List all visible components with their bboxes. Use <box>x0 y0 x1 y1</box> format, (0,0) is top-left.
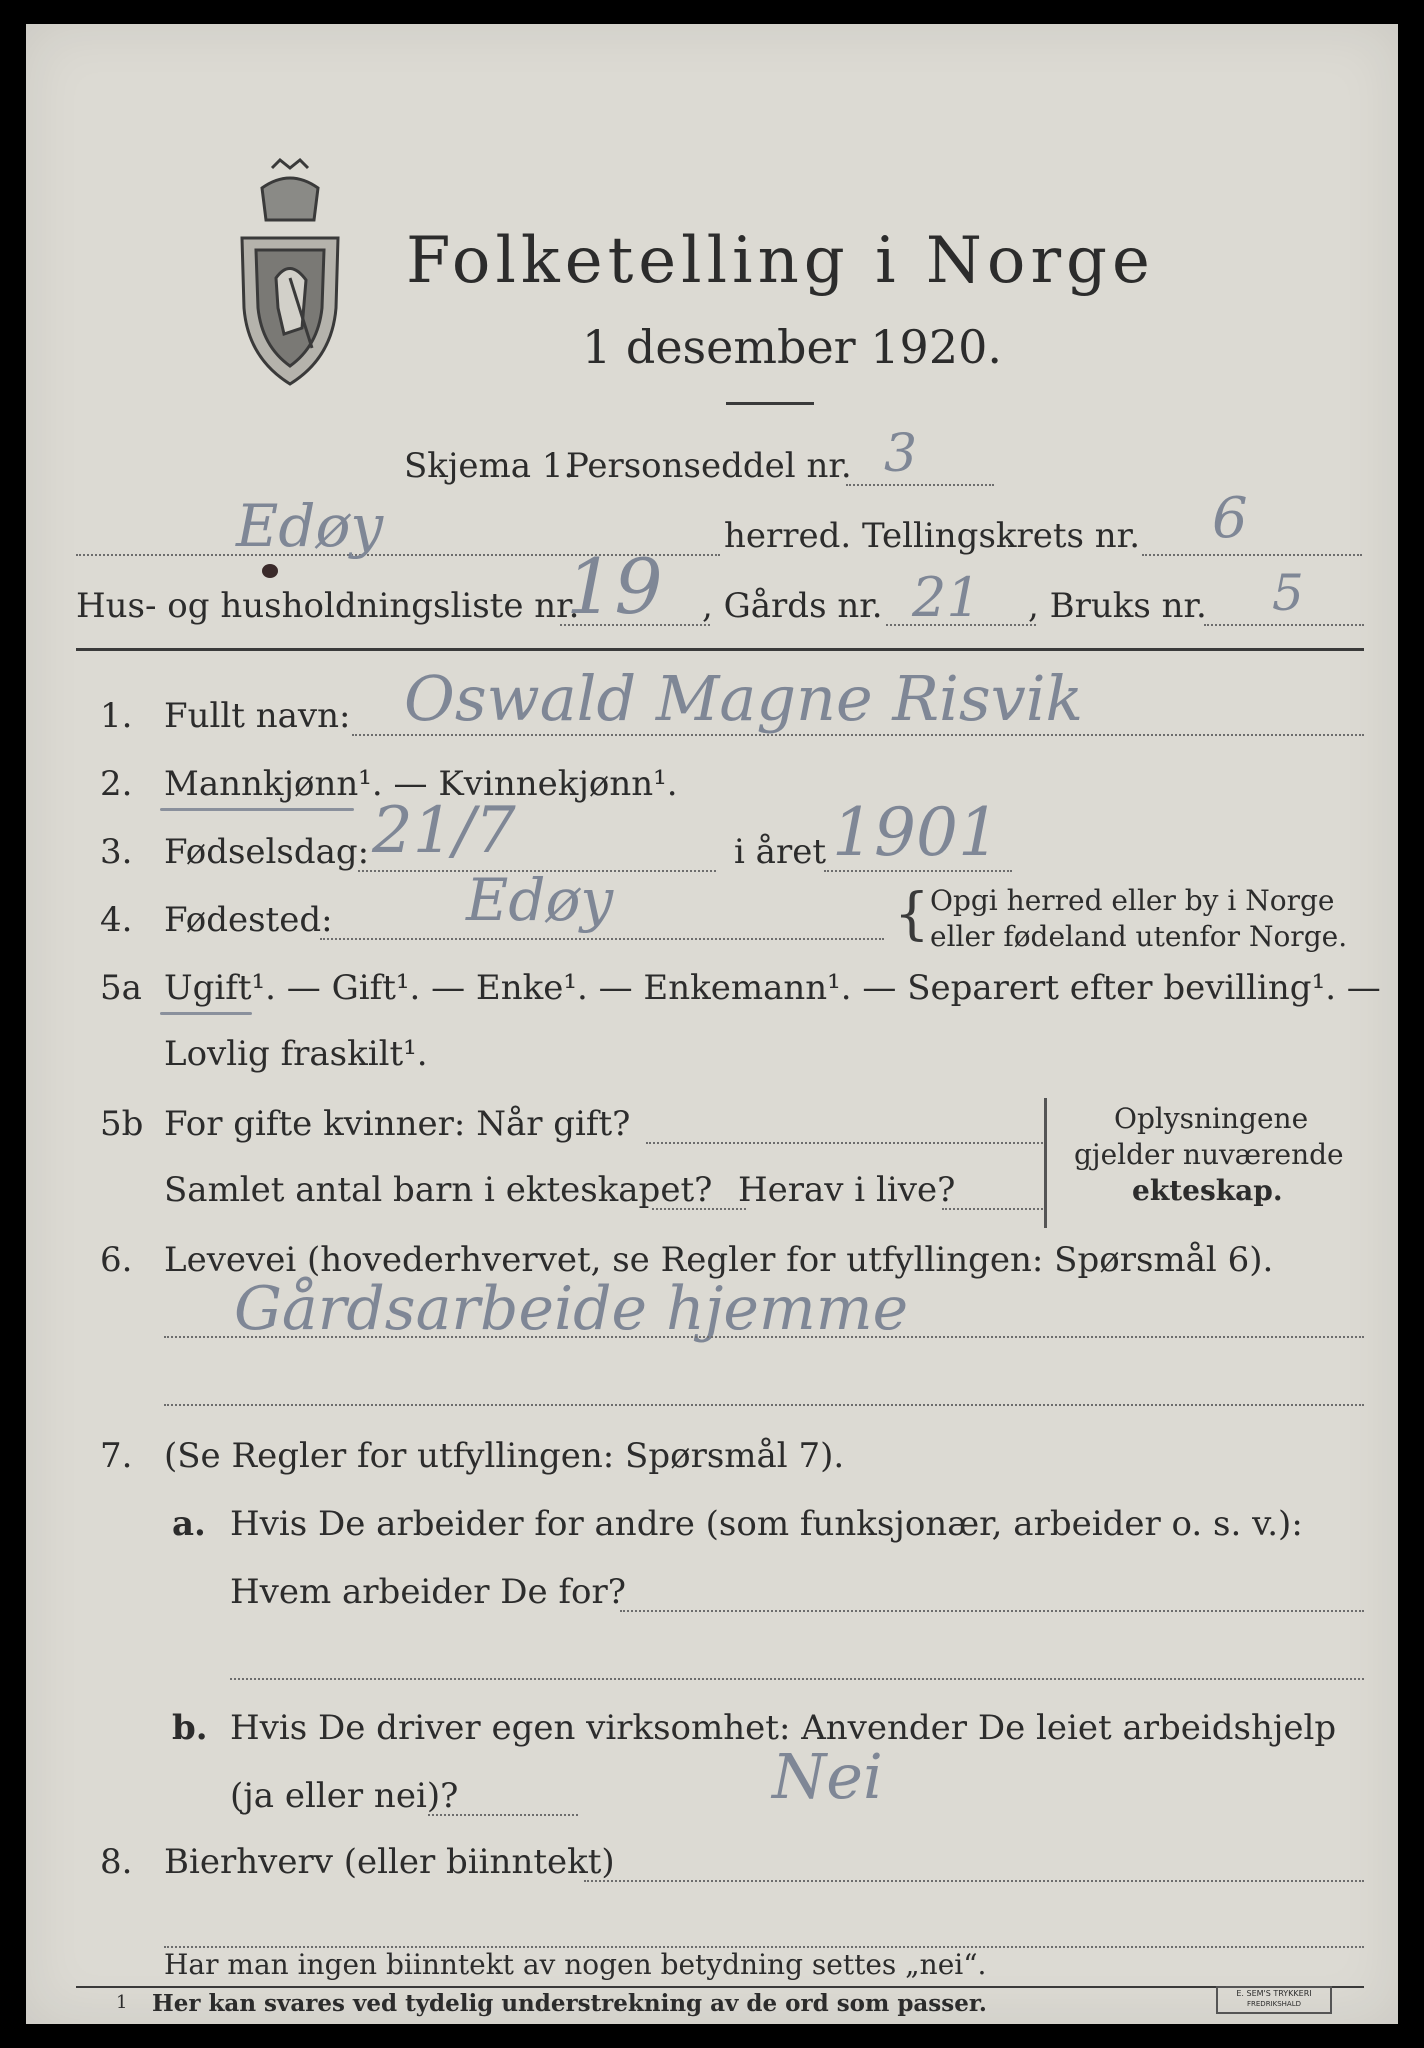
herred-label: herred. <box>724 516 852 556</box>
q5a-number: 5a <box>100 968 142 1008</box>
q1-number: 1. <box>100 696 133 736</box>
q5a-underline-mark <box>160 1012 252 1015</box>
q5b-label-when-married: For gifte kvinner: Når gift? <box>164 1104 631 1144</box>
printer-line2: FREDRIKSHALD <box>1246 2000 1301 2008</box>
form-title: Folketelling i Norge <box>406 224 1155 298</box>
q7a-line1 <box>620 1610 1364 1612</box>
hus-label: Hus- og husholdningsliste nr. <box>76 586 580 626</box>
q8-label: Bierhverv (eller biinntekt) <box>164 1842 615 1882</box>
q7a-text-line1: Hvis De arbeider for andre (som funksjonær, arbeider o. s. v.): <box>230 1504 1303 1544</box>
skjema-label: Skjema 1. <box>404 446 575 486</box>
q5b-label-children: Samlet antal barn i ekteskapet? <box>164 1170 713 1210</box>
title-divider <box>726 402 814 405</box>
coat-of-arms-icon <box>232 158 348 388</box>
q6-label: Levevei (hovederhvervet, se Regler for utfyllingen: Spørsmål 6). <box>164 1240 1274 1280</box>
q2-text: Mannkjønn¹. — Kvinnekjønn¹. <box>164 764 678 804</box>
q6-line2 <box>164 1404 1364 1406</box>
q7a-text-line2: Hvem arbeider De for? <box>230 1572 626 1612</box>
header-divider <box>76 648 1364 651</box>
printer-line1: E. SEM'S TRYKKERI <box>1236 1989 1312 1998</box>
printer-stamp <box>1216 1986 1332 2014</box>
q7a-line2 <box>230 1678 1364 1680</box>
q8-note: Har man ingen biinntekt av nogen betydning settes „nei“. <box>164 1948 987 1981</box>
q4-number: 4. <box>100 900 133 940</box>
q7b-letter: b. <box>172 1708 208 1748</box>
q2-number: 2. <box>100 764 133 804</box>
q3-number: 3. <box>100 832 133 872</box>
footnote-text: Her kan svares ved tydelig understrekning av de ord som passer. <box>152 1990 987 2017</box>
q1-label: Fullt navn: <box>164 696 351 736</box>
q5b-note-line3: ekteskap. <box>1132 1174 1283 1207</box>
hus-value[interactable]: 19 <box>566 542 663 631</box>
q4-label: Fødested: <box>164 900 333 940</box>
q7a-letter: a. <box>172 1504 206 1544</box>
q3-year-label: i året <box>734 832 826 872</box>
q6-line1 <box>164 1336 1364 1338</box>
q5b-when-line <box>646 1142 1046 1144</box>
q4-note-line2: eller fødeland utenfor Norge. <box>930 920 1348 953</box>
q5b-note-line1: Oplysningene <box>1114 1102 1309 1135</box>
q1-value[interactable]: Oswald Magne Risvik <box>404 662 1084 735</box>
personseddel-value[interactable]: 3 <box>884 424 918 484</box>
q3-label: Fødselsdag: <box>164 832 370 872</box>
q5b-label-alive: Herav i live? <box>738 1170 956 1210</box>
q7b-text-line1: Hvis De driver egen virksomhet: Anvender De leiet arbeidshjelp <box>230 1708 1337 1748</box>
q7-number: 7. <box>100 1436 133 1476</box>
q5b-alive-line <box>942 1208 1046 1210</box>
q5a-text-line1: Ugift¹. — Gift¹. — Enke¹. — Enkemann¹. — Separert efter bevilling¹. — <box>164 968 1381 1008</box>
q3-year-value[interactable]: 1901 <box>832 794 1000 871</box>
q5a-text-line2: Lovlig fraskilt¹. <box>164 1034 428 1074</box>
footnote-number: 1 <box>116 1992 128 2013</box>
herred-value[interactable]: Edøy <box>236 492 384 560</box>
personseddel-line <box>846 484 994 486</box>
q7b-text-line2: (ja eller nei)? <box>230 1776 459 1816</box>
q4-note-line1: Opgi herred eller by i Norge <box>930 884 1335 917</box>
q5b-children-line <box>652 1208 746 1210</box>
q4-line <box>320 938 884 940</box>
q7-label: (Se Regler for utfyllingen: Spørsmål 7). <box>164 1436 845 1476</box>
gards-label: , Gårds nr. <box>702 586 883 626</box>
footer-divider <box>76 1986 1364 1988</box>
q5b-bracket <box>1044 1098 1050 1228</box>
tellingskrets-label: Tellingskrets nr. <box>862 516 1141 556</box>
ink-blot <box>262 564 278 578</box>
gards-value[interactable]: 21 <box>912 566 981 629</box>
bruks-label: , Bruks nr. <box>1028 586 1207 626</box>
tellingskrets-value[interactable]: 6 <box>1212 486 1248 551</box>
q6-value[interactable]: Gårdsarbeide hjemme <box>234 1274 909 1344</box>
q8-number: 8. <box>100 1842 133 1882</box>
personseddel-label: Personseddel nr. <box>566 446 852 486</box>
q3-value[interactable]: 21/7 <box>372 794 516 868</box>
q7b-value[interactable]: Nei <box>772 1740 883 1813</box>
q2-underline-mark <box>160 808 354 811</box>
q5b-note-line2: gjelder nuværende <box>1074 1138 1344 1171</box>
census-form-page <box>26 24 1398 2024</box>
census-date: 1 desember 1920. <box>582 320 1002 374</box>
tellingskrets-line <box>1142 554 1362 556</box>
q5b-number: 5b <box>100 1104 144 1144</box>
q8-line1 <box>584 1880 1364 1882</box>
q4-value[interactable]: Edøy <box>466 866 614 934</box>
q6-number: 6. <box>100 1240 133 1280</box>
bruks-line <box>1204 624 1364 626</box>
bruks-value[interactable]: 5 <box>1272 564 1304 622</box>
q4-brace: { <box>894 882 930 947</box>
q7b-line <box>428 1814 578 1816</box>
